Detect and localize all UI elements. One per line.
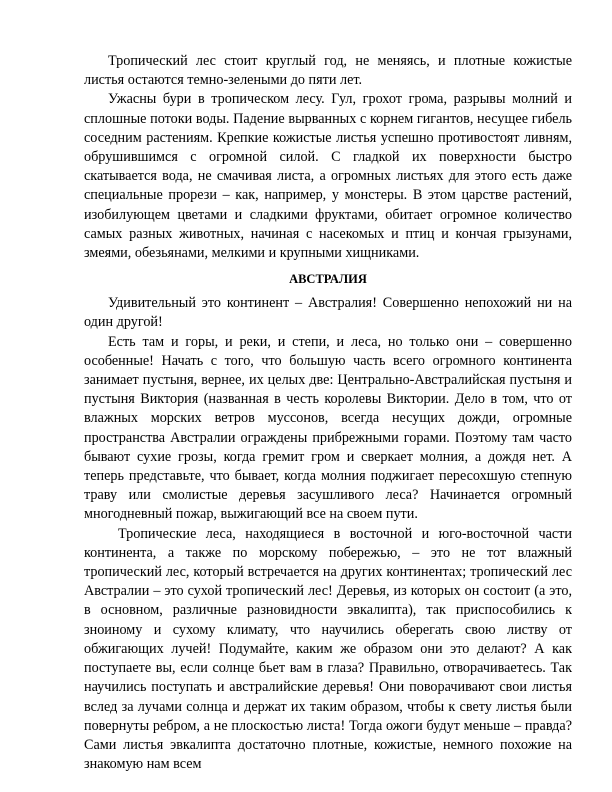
- document-page: [84, 52, 572, 774]
- paragraph-tropical-storms: Ужасны бури в тропическом лесу. Гул, грохот грома, разрывы молний и сплошные потоки воды. Падение вырванных с корнем гигантов, несущее гибель соседним растениям. Крепкие кожистые листья успешно противостоят ливням, обрушившимся с огромной силой. С гладкой их поверхности быстро скатывается вода, не смачивая листа, а огромных листьях для этого есть даже специальные прорези – как, например, у монстеры. В этом царстве растений, изобилующем цветами и сладкими фруктами, обитает огромное количество самых разных животных, начиная с насекомых и птиц и кончая грызунами, змеями, обезьянами, мелкими и крупными хищниками.: [84, 91, 572, 262]
- paragraph-australia-intro: Удивительный это континент – Австралия! Совершенно непохожий ни на один другой!: [84, 295, 572, 331]
- section-heading-australia: АВСТРАЛИЯ: [289, 272, 367, 287]
- paragraph-evergreen-leaves: Тропический лес стоит круглый год, не меняясь, и плотные кожистые листья остаются темно-зелеными до пяти лет.: [84, 53, 572, 89]
- paragraph-australia-deserts: Есть там и горы, и реки, и степи, и леса, но только они – совершенно особенные! Начать с того, что большую часть всего огромного континента занимает пустыня, вернее, их целых две: Центрально-Австралийская пустыня и пустыня Виктория (названная в честь королевы Виктории. Дело в том, что от влажных морских ветров муссонов, всегда несущих дожди, огромные пространства Австралии ограждены прибрежными горами. Поэтому там часто бывают сухие грозы, когда гремит гром и сверкает молния, а дождя нет. А теперь представьте, что бывает, когда молния поджигает пересохшую степную траву или смолистые деревья засушливого леса? Начинается огромный многодневный пожар, выжигающий все на своем пути.: [84, 333, 572, 523]
- paragraph-australia-forests: Тропические леса, находящиеся в восточной и юго-восточной части континента, а также по морскому побережью, – это не тот влажный тропический лес, который встречается на других континентах; тропический лес Австралии – это сухой тропический лес! Деревья, из которых он состоит (а это, в основном, различные разновидности эвкалипта), так приспособились к зноиному и сухому климату, что научились оберегать свою листву от обжигающих лучей! Подумайте, каким же образом они это делают? А как поступаете вы, если солнце бьет вам в глаза? Правильно, отворачиваетесь. Так научились поступать и австралийские деревья! Они поворачивают свои листья вслед за лучами солнца и держат их таким образом, чтобы к свету листья были повернуты ребром, а не плоскостью листа! Тогда ожоги будут меньше – правда? Сами листья эвкалипта достаточно плотные, кожистые, немного похожие на знакомую нам всем: [84, 525, 572, 773]
